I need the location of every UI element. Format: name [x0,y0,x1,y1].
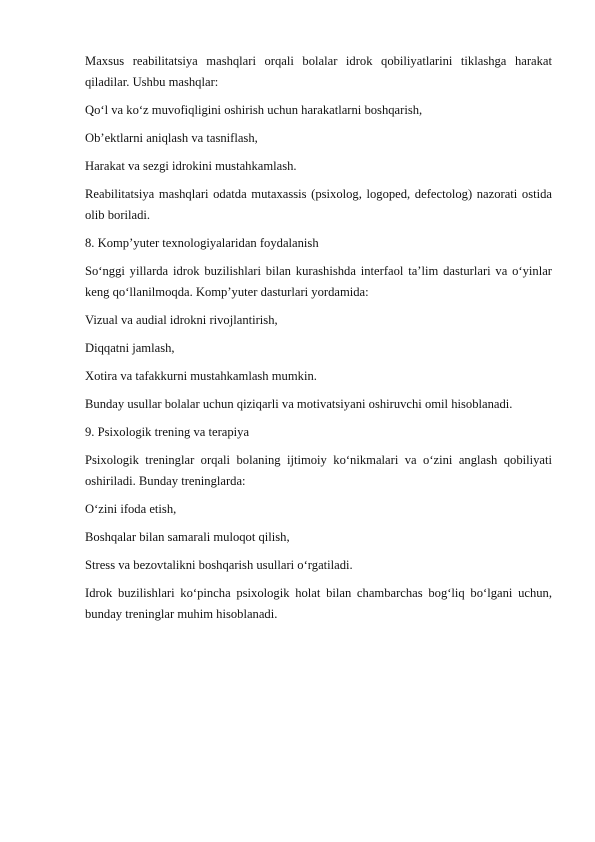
list-item: Diqqatni jamlash, [85,341,175,355]
list-item: O‘zini ifoda etish, [85,502,177,516]
list-item: Stress va bezovtalikni boshqarish usullari o‘rgatiladi. [85,558,353,572]
document-body [85,51,552,632]
section-heading-8: 8. Komp’yuter texnologiyalaridan foydalanish [85,236,319,250]
paragraph-training: Psixologik treninglar orqali bolaning ijtimoiy ko‘nikmalari va o‘zini anglash qobiliyati oshiriladi. Bunday treninglarda: [85,453,552,488]
paragraph-motivation: Bunday usullar bolalar uchun qiziqarli va motivatsiyani oshiruvchi omil hisoblanadi. [85,397,513,411]
section-heading-9: 9. Psixologik trening va terapiya [85,425,250,439]
paragraph-computer-tech: So‘nggi yillarda idrok buzilishlari bilan kurashishda interfaol ta’lim dasturlari va o‘yinlar keng qo‘llanilmoqda. Komp’yuter dasturlari yordamida: [85,264,552,299]
paragraph-intro: Maxsus reabilitatsiya mashqlari orqali bolalar idrok qobiliyatlarini tiklashga harakat qiladilar. Ushbu mashqlar: [85,54,552,89]
list-item: Vizual va audial idrokni rivojlantirish, [85,313,278,327]
list-item: Qo‘l va ko‘z muvofiqligini oshirish uchun harakatlarni boshqarish, [85,103,423,117]
list-item: Xotira va tafakkurni mustahkamlash mumkin. [85,369,317,383]
paragraph-rehab-note: Reabilitatsiya mashqlari odatda mutaxassis (psixolog, logoped, defectolog) nazorati ostida olib boriladi. [85,187,552,222]
list-item: Boshqalar bilan samarali muloqot qilish, [85,530,290,544]
list-item: Harakat va sezgi idrokini mustahkamlash. [85,159,297,173]
paragraph-conclusion: Idrok buzilishlari ko‘pincha psixologik holat bilan chambarchas bog‘liq bo‘lgani uchun, bunday treninglar muhim hisoblanadi. [85,586,552,621]
list-item: Ob’ektlarni aniqlash va tasniflash, [85,131,258,145]
